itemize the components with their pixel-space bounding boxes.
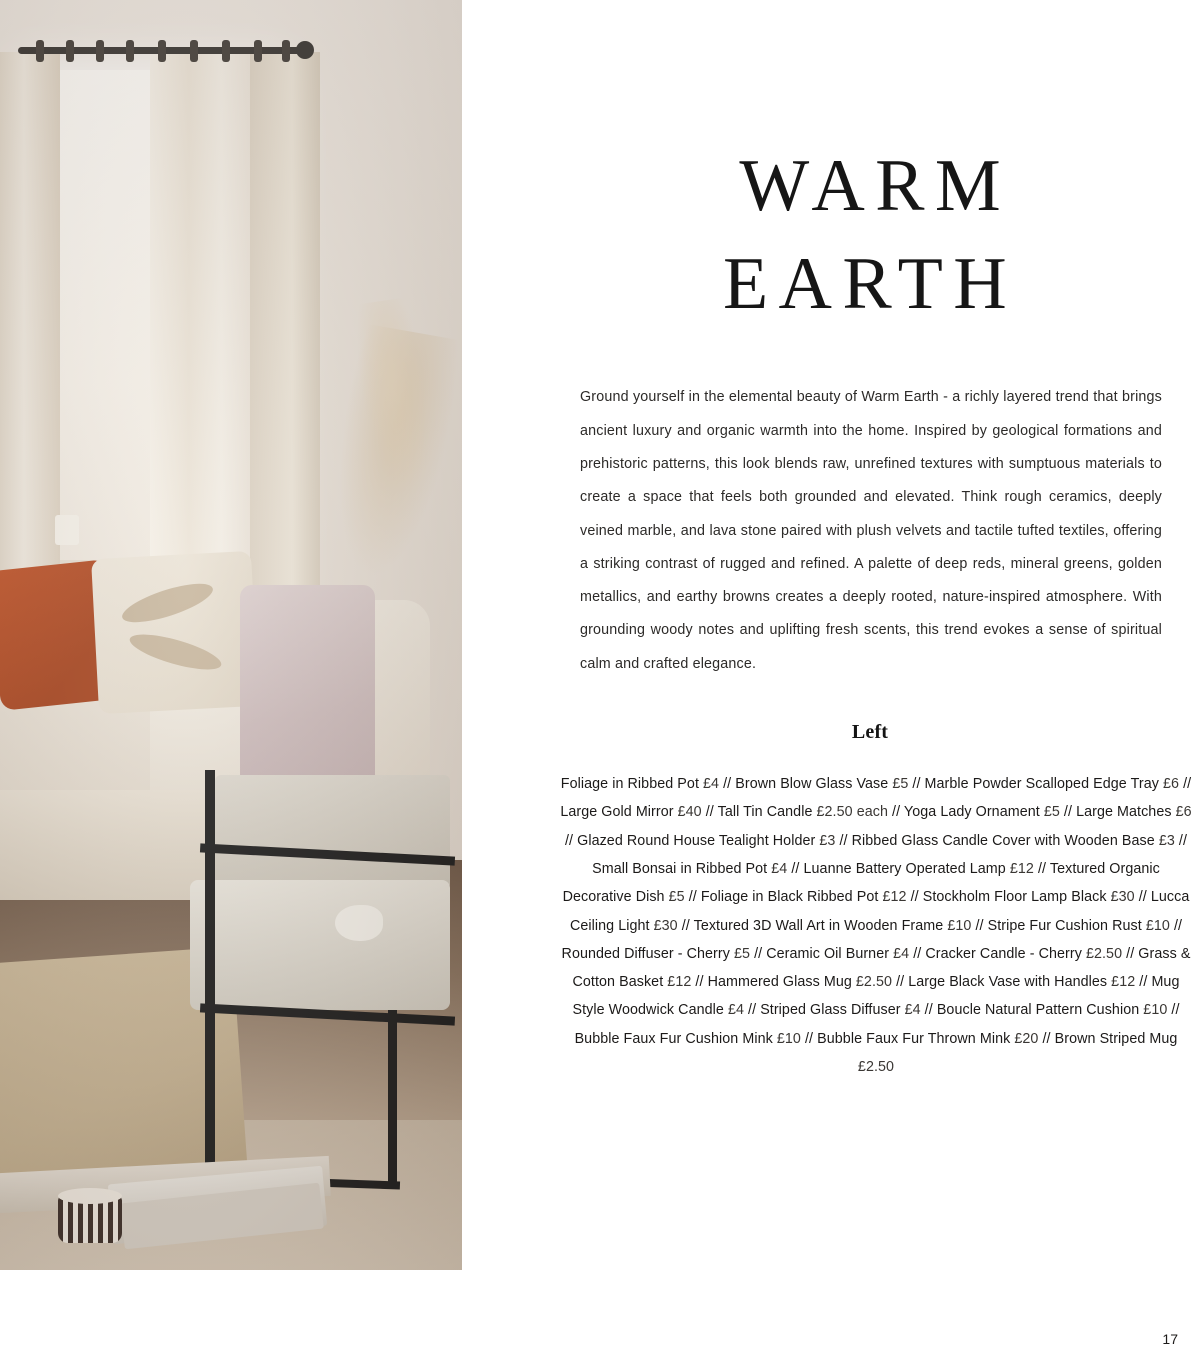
product-price: £5 (892, 776, 909, 793)
photo-curtain-left (0, 52, 60, 592)
product-price: £2.50 each (816, 804, 888, 821)
product-separator: // (920, 1002, 937, 1019)
page-title (558, 138, 1182, 333)
product-name: Bubble Faux Fur Cushion Mink (574, 1030, 777, 1047)
product-price: £10 (1143, 1002, 1168, 1019)
product-separator: // (906, 889, 923, 906)
product-price: £4 (703, 776, 720, 793)
product-price: £6 (1175, 804, 1192, 821)
product-name: Stockholm Floor Lamp Black (922, 889, 1111, 906)
product-price: £5 (733, 945, 751, 962)
photo-armchair-back (215, 775, 450, 890)
product-name: Rounded Diffuser - Cherry (561, 945, 734, 962)
product-name: Luanne Battery Operated Lamp (803, 860, 1010, 877)
photo-striped-mug-rim (58, 1188, 122, 1204)
product-separator: // (701, 804, 718, 821)
photo-tealight-holder (55, 515, 79, 545)
product-price: £10 (947, 917, 972, 934)
product-name: Mug Style Woodwick Candle (572, 974, 1180, 1019)
product-name: Foliage in Ribbed Pot (560, 776, 704, 793)
photo-cushion-boucle (91, 551, 259, 714)
product-name: Stripe Fur Cushion Rust (987, 917, 1146, 934)
product-separator: // (684, 889, 701, 906)
photo-armchair-frame-left (205, 770, 215, 1180)
product-price: £12 (882, 889, 907, 906)
product-name: Lucca Ceiling Light (569, 889, 1190, 934)
page-title-line-2: EARTH (723, 242, 1017, 325)
product-name: Grass & Cotton Basket (572, 945, 1191, 991)
product-separator: // (908, 776, 925, 793)
product-name: Large Matches (1076, 804, 1176, 821)
product-price: £5 (1043, 804, 1060, 821)
photo-curtain-right-outer (250, 52, 320, 652)
product-separator: // (691, 974, 708, 991)
product-price: £12 (667, 974, 692, 991)
page-number: 17 (1162, 1331, 1178, 1347)
product-separator: // (719, 776, 736, 793)
product-separator: // (835, 832, 852, 849)
product-list-heading: Left (851, 721, 889, 744)
product-price: £4 (771, 860, 788, 877)
product-separator: // (1169, 917, 1183, 934)
product-name: Large Black Vase with Handles (908, 974, 1112, 991)
product-price: £6 (1163, 776, 1180, 793)
product-price: £12 (1111, 974, 1136, 991)
product-name: Hammered Glass Mug (707, 974, 856, 991)
product-price: £4 (727, 1002, 744, 1019)
product-name: Foliage in Black Ribbed Pot (700, 889, 883, 906)
product-separator: // (787, 860, 804, 877)
product-price: £20 (1014, 1030, 1039, 1047)
product-separator: // (744, 1002, 761, 1019)
product-name: Ceramic Oil Burner (766, 945, 894, 962)
product-name: Small Bonsai in Ribbed Pot (592, 860, 772, 877)
product-price: £10 (776, 1030, 801, 1047)
product-separator: // (564, 832, 578, 849)
product-price: £30 (1110, 889, 1135, 906)
photo-armchair-seat (190, 880, 450, 1010)
product-list (560, 770, 1192, 1081)
page-title-line-1: WARM (739, 145, 1012, 227)
product-name: Brown Blow Glass Vase (735, 776, 893, 793)
photo-armchair-frame-right (388, 1010, 397, 1185)
product-price: £30 (653, 917, 678, 934)
product-separator: // (677, 917, 694, 934)
product-price: £2.50 (1085, 945, 1123, 962)
product-name: Boucle Natural Pattern Cushion (936, 1002, 1144, 1019)
product-separator: // (892, 974, 909, 991)
room-photo (0, 0, 462, 1270)
product-name: Striped Glass Diffuser (760, 1002, 905, 1019)
product-name: Marble Powder Scalloped Edge Tray (924, 776, 1164, 793)
product-price: £3 (1158, 832, 1175, 849)
photo-curtain-rings (30, 40, 310, 64)
product-price: £4 (893, 945, 910, 962)
product-price: £4 (904, 1002, 921, 1019)
product-separator: // (800, 1030, 818, 1047)
product-separator: // (1059, 804, 1077, 821)
product-separator: // (909, 945, 926, 962)
page-content (540, 0, 1200, 1365)
product-name: Bubble Faux Fur Thrown Mink (817, 1030, 1015, 1047)
product-separator: // (1033, 860, 1050, 877)
product-name: Large Gold Mirror (560, 804, 678, 821)
product-price: £2.50 (855, 974, 893, 991)
product-name: Textured 3D Wall Art in Wooden Frame (693, 917, 948, 934)
intro-paragraph: Ground yourself in the elemental beauty of Warm Earth - a richly layered trend that brings ancient luxury and organic warmth into the home. Inspired by geological formations and prehistoric patterns, this look blends raw, unrefined textures with sumptuous materials to create a space that feels both grounded and elevated. Think rough ceramics, deeply veined marble, and lava stone paired with plush velvets and tactile tufted textiles, offering a striking contrast of rugged and refined. A palette of deep reds, mineral greens, golden metallics, and earthy browns creates a deeply rooted, nature-inspired atmosphere. With grounding woody notes and uplifting fresh scents, this trend evokes a sense of spiritual calm and crafted elegance. (580, 389, 1162, 672)
product-separator: // (1179, 776, 1192, 793)
product-price: £3 (819, 832, 836, 849)
product-separator: // (1122, 945, 1139, 962)
product-name: Glazed Round House Tealight Holder (577, 832, 820, 849)
product-name: Tall Tin Candle (717, 804, 817, 821)
product-separator: // (1167, 1002, 1180, 1019)
product-name: Cracker Candle - Cherry (925, 945, 1086, 962)
product-separator: // (887, 804, 904, 821)
product-price: £10 (1145, 917, 1170, 934)
product-separator: // (1134, 889, 1151, 906)
product-name: Yoga Lady Ornament (903, 804, 1044, 821)
product-name: Ribbed Glass Candle Cover with Wooden Base (851, 832, 1159, 849)
product-separator: // (1038, 1030, 1055, 1047)
product-separator: // (750, 945, 767, 962)
product-name: Brown Striped Mug (1054, 1030, 1178, 1047)
product-separator: // (1135, 974, 1152, 991)
product-price: £2.50 (857, 1058, 895, 1075)
product-separator: // (1174, 832, 1187, 849)
product-price: £5 (668, 889, 685, 906)
product-separator: // (971, 917, 988, 934)
product-name: Textured Organic Decorative Dish (562, 860, 1160, 906)
product-price: £40 (677, 804, 702, 821)
photo-armchair-detail (335, 905, 383, 941)
product-price: £12 (1009, 860, 1034, 877)
